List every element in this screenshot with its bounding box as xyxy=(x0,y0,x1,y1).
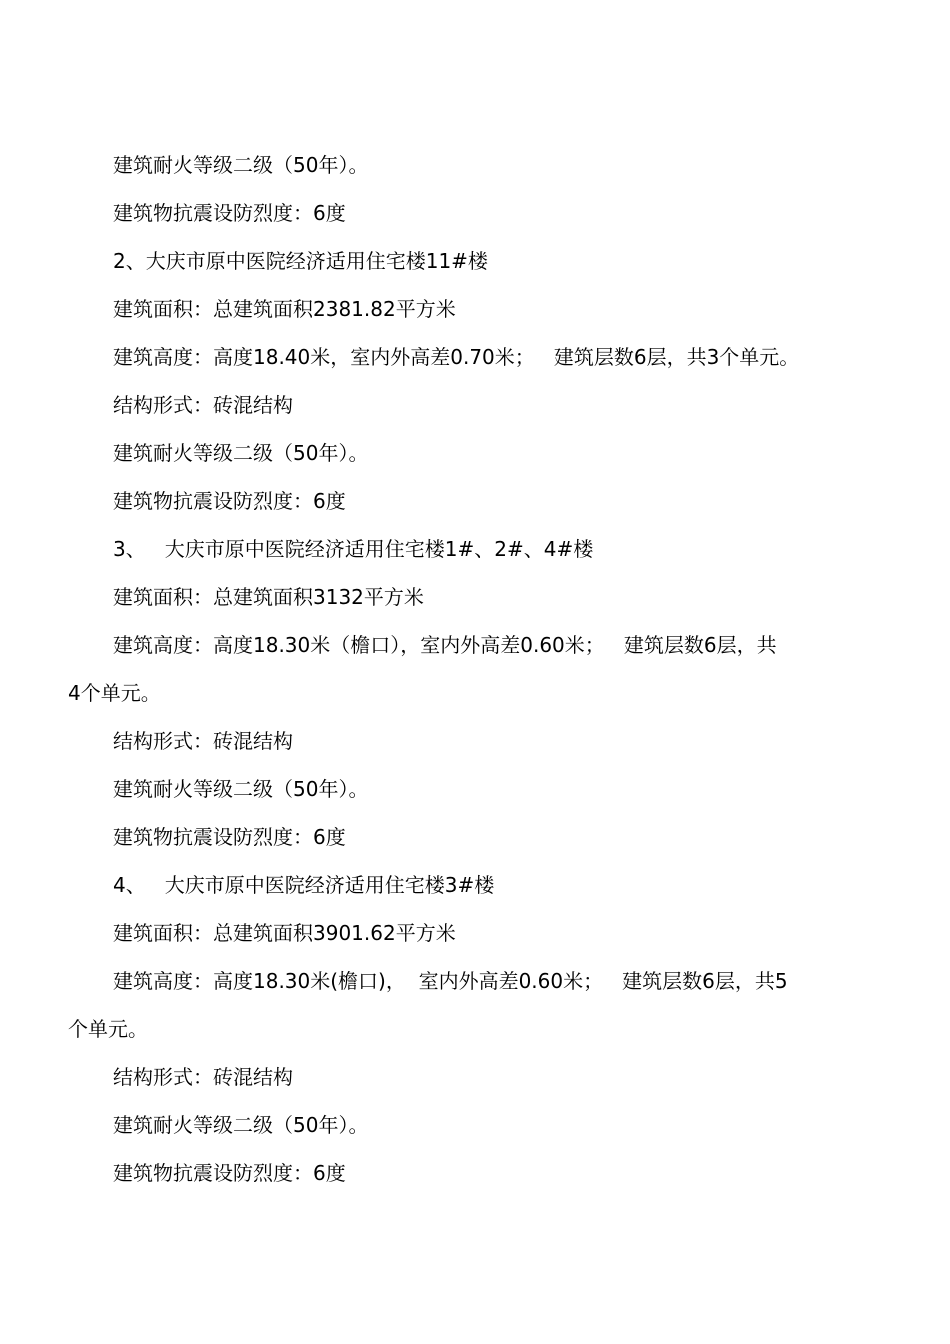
height-line-4: 建筑高度：高度18.30米(檐口)， 室内外高差0.60米； 建筑层数6层，共5 xyxy=(113,969,788,993)
structure-line-2: 结构形式：砖混结构 xyxy=(113,393,293,417)
seismic-line-4: 建筑物抗震设防烈度：6度 xyxy=(113,1161,346,1185)
seismic-line-3: 建筑物抗震设防烈度：6度 xyxy=(113,825,346,849)
structure-line-3: 结构形式：砖混结构 xyxy=(113,729,293,753)
height-line-3-continued: 4个单元。 xyxy=(68,681,161,705)
seismic-line-1: 建筑物抗震设防烈度：6度 xyxy=(113,201,346,225)
fire-rating-line-3: 建筑耐火等级二级（50年）。 xyxy=(113,777,369,801)
area-line-3: 建筑面积：总建筑面积3132平方米 xyxy=(113,585,424,609)
height-line-4-continued: 个单元。 xyxy=(68,1017,148,1041)
structure-line-4: 结构形式：砖混结构 xyxy=(113,1065,293,1089)
area-line-2: 建筑面积：总建筑面积2381.82平方米 xyxy=(113,297,456,321)
seismic-line-2: 建筑物抗震设防烈度：6度 xyxy=(113,489,346,513)
fire-rating-line-4: 建筑耐火等级二级（50年）。 xyxy=(113,1113,369,1137)
fire-rating-line-2: 建筑耐火等级二级（50年）。 xyxy=(113,441,369,465)
height-line-3: 建筑高度：高度18.30米（檐口），室内外高差0.60米； 建筑层数6层，共 xyxy=(113,633,777,657)
fire-rating-line-1: 建筑耐火等级二级（50年）。 xyxy=(113,153,369,177)
section-heading-3: 3、 大庆市原中医院经济适用住宅楼1#、2#、4#楼 xyxy=(113,537,594,561)
section-heading-4: 4、 大庆市原中医院经济适用住宅楼3#楼 xyxy=(113,873,495,897)
section-heading-2: 2、大庆市原中医院经济适用住宅楼11#楼 xyxy=(113,249,488,273)
area-line-4: 建筑面积：总建筑面积3901.62平方米 xyxy=(113,921,456,945)
height-line-2: 建筑高度：高度18.40米，室内外高差0.70米； 建筑层数6层，共3个单元。 xyxy=(113,345,800,369)
